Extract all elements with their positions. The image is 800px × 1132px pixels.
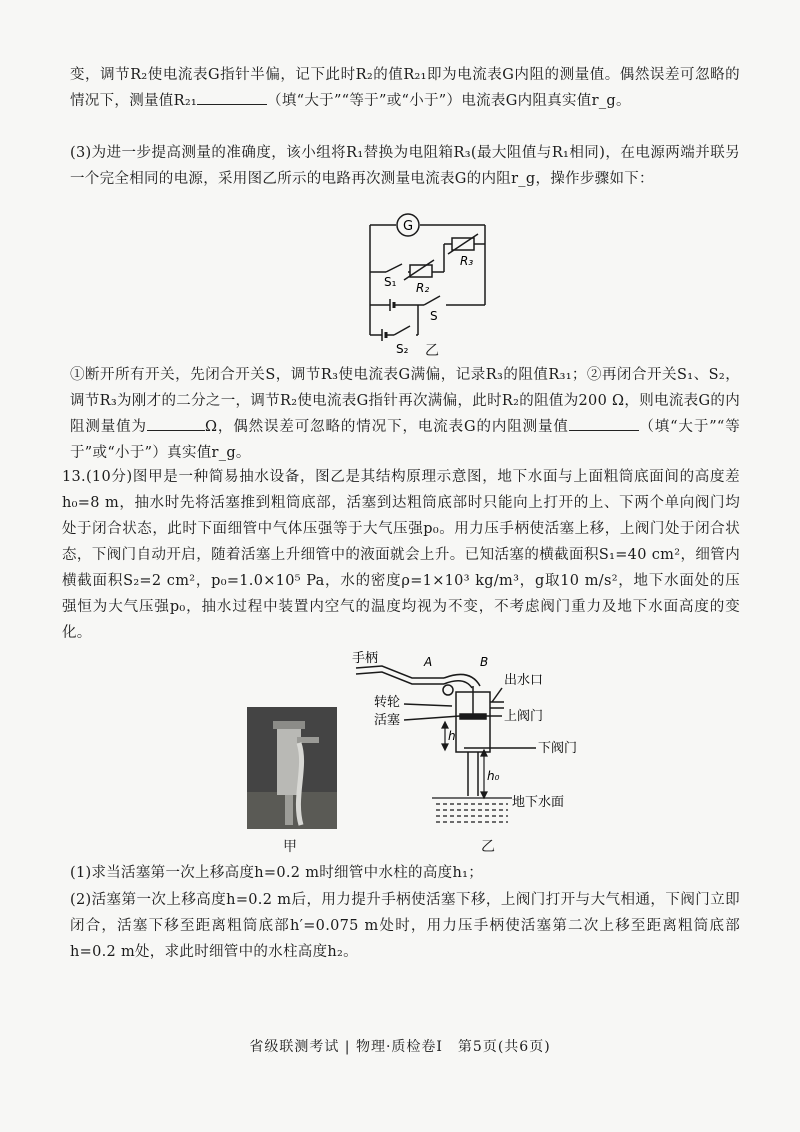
label-r2: R₂ bbox=[416, 281, 430, 295]
page-footer: 省级联测考试 | 物理·质检卷Ⅰ 第5页(共6页) bbox=[249, 1039, 551, 1055]
label-a: A bbox=[424, 655, 433, 669]
circuit-diagram bbox=[360, 210, 500, 360]
diagram-caption: 乙 bbox=[481, 839, 495, 855]
q13-text: 13.(10分)图甲是一种简易抽水设备，图乙是其结构原理示意图，地下水面与上面粗筒底面间的高度差h₀=8 m，抽水时先将活塞推到粗筒底部，活塞到达粗筒底部时只能向上打开的上、下两个单向阀门均处于闭合状态，此时下面细管中气体压强等于大气压强p₀。用力压手柄使活塞上移，上阀门处于闭合状态，下阀门自动开启，随着活塞上升细管中的液面就会上升。已知活塞的横截面积S₁=40 cm²，细管内横截面积S₂=2 cm²，p₀=1.0×10⁵ Pa，水的密度ρ=1×10³ kg/m³，g取10 m/s²，地下水面处的压强恒为大气压强p₀，抽水过程中装置内空气的温度均视为不变，不考虑阀门重力及地下水面高度的变化。 bbox=[62, 469, 740, 641]
pump-diagram bbox=[352, 648, 602, 833]
label-h: h bbox=[448, 729, 456, 743]
label-s1: S₁ bbox=[384, 275, 397, 289]
step-text-b: Ω，偶然误差可忽略的情况下，电流表G的内阻测量值 bbox=[204, 419, 569, 435]
label-s2: S₂ bbox=[396, 342, 409, 356]
q12-part3-intro: (3)为进一步提高测量的准确度，该小组将R₁替换为电阻箱R₃(最大阻值与R₁相同)，在电源两端并联另一个完全相同的电源，采用图乙所示的电路再次测量电流表G的内阻r_g，操作步骤如下： bbox=[70, 145, 740, 187]
label-handle: 手柄 bbox=[352, 651, 379, 666]
label-outlet: 出水口 bbox=[504, 673, 544, 688]
label-h0: h₀ bbox=[487, 769, 500, 783]
question-1: (1)求当活塞第一次上移高度h=0.2 m时细管中水柱的高度h₁； bbox=[70, 865, 483, 881]
answer-blank-2[interactable] bbox=[147, 414, 205, 431]
q12-continuation bbox=[70, 62, 740, 114]
answer-blank-1[interactable] bbox=[197, 88, 267, 105]
photo-caption: 甲 bbox=[283, 839, 297, 855]
q12-cont-text-b: （填“大于”“等于”或“小于”）电流表G内阻真实值r_g。 bbox=[267, 93, 631, 109]
label-upper-valve: 上阀门 bbox=[504, 709, 544, 724]
label-r3: R₃ bbox=[460, 254, 474, 268]
label-s: S bbox=[430, 309, 438, 323]
step-text-c: （填“大于”“等于”或“小于”）真实值r_g。 bbox=[70, 419, 741, 461]
pump-photo bbox=[247, 707, 337, 829]
step-text-a: ①断开所有开关，先闭合开关S，调节R₃使电流表G满偏，记录R₃的阻值R₃₁；②再闭合开关S₁、S₂，调节R₃为刚才的二分之一，调节R₂使电流表G指针再次满偏，此时R₂的阻值为200 Ω，则电流表G的内阻测量值为 bbox=[70, 367, 740, 435]
answer-blank-3[interactable] bbox=[569, 414, 639, 431]
label-ground-water: 地下水面 bbox=[512, 795, 565, 810]
label-g: G bbox=[402, 219, 414, 234]
label-lower-valve: 下阀门 bbox=[538, 741, 578, 756]
label-b: B bbox=[480, 655, 489, 669]
q12-cont-text-a: 变，调节R₂使电流表G指针半偏，记下此时R₂的值R₂₁即为电流表G内阻的测量值。偶然误差可忽略的情况下，测量值R₂₁ bbox=[70, 67, 740, 109]
question-2: (2)活塞第一次上移高度h=0.2 m后，用力提升手柄使活塞下移，上阀门打开与大气相通，下阀门立即闭合，活塞下移至距离粗筒底部h′=0.075 m处时，用力压手柄使活塞第二次上移至距离粗筒底部h=0.2 m处，求此时细管中的水柱高度h₂。 bbox=[70, 892, 740, 960]
pump-photo-drawing bbox=[247, 707, 337, 829]
label-piston: 活塞 bbox=[374, 713, 401, 728]
circuit-caption: 乙 bbox=[425, 343, 439, 359]
q12-part3-steps bbox=[70, 362, 740, 466]
label-wheel: 转轮 bbox=[374, 695, 401, 710]
